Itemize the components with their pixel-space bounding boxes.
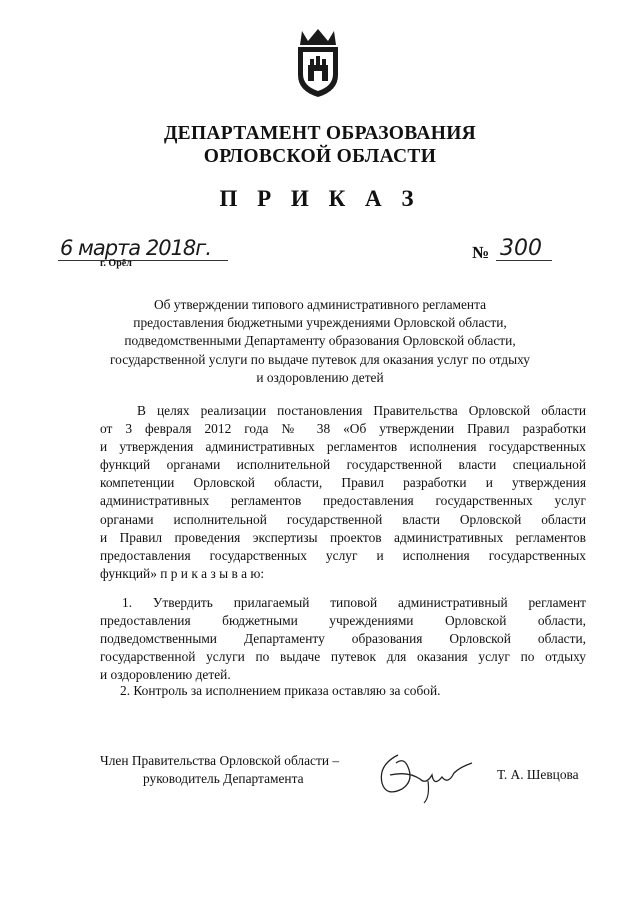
paragraph-line: предоставления государственных услуг и исполнения государственных <box>100 547 586 563</box>
item-2-paragraph: 2. Контроль за исполнением приказа оставляю за собой. <box>120 683 441 698</box>
paragraph-line: административных регламентов предоставления государственных услуг <box>100 493 586 509</box>
handwritten-signature <box>368 745 488 805</box>
paragraph-line: подведомственными Департаменту образования Орловской области, <box>100 631 586 647</box>
signatory-name: Т. А. Шевцова <box>497 767 579 782</box>
paragraph-line: от 3 февраля 2012 года № 38 «Об утверждении Правил разработки <box>100 421 586 437</box>
paragraph-line: и Правил проведения экспертизы проектов административных регламентов <box>100 529 586 545</box>
order-number-label: № <box>472 243 490 262</box>
number-underline <box>496 260 552 261</box>
paragraph-line: и утверждения административных регламентов исполнения государственных <box>100 439 586 455</box>
city-label: г. Орёл <box>100 258 132 269</box>
paragraph-line: функций органами исполнительной государственной власти специальной <box>100 457 586 473</box>
signatory-title-line-1: Член Правительства Орловской области – <box>100 753 340 768</box>
subject-line: государственной услуги по выдаче путевок для оказания услуг по отдыху <box>110 351 530 367</box>
organization-name-line-1: ДЕПАРТАМЕНТ ОБРАЗОВАНИЯ <box>163 123 477 144</box>
paragraph-line: государственной услуги по выдаче путевок для оказания услуг по отдыху <box>100 649 586 665</box>
paragraph-line: органами исполнительной государственной власти Орловской области <box>100 511 586 527</box>
signatory-title-line-2: руководитель Департамента <box>143 771 304 786</box>
handwritten-date: 6 марта 2018г. <box>60 236 212 260</box>
paragraph-line: компетенции Орловской области, Правил разработки и утверждения <box>100 475 586 491</box>
subject-line: и оздоровлению детей <box>256 369 384 385</box>
paragraph-line: и оздоровлению детей. <box>100 667 231 683</box>
paragraph-line: В целях реализации постановления Правительства Орловской области <box>137 403 586 418</box>
order-subject <box>100 296 540 387</box>
paragraph-line: 1. Утвердить прилагаемый типовой административный регламент <box>122 595 586 610</box>
paragraph-line: предоставления бюджетными учреждениями Орловской области, <box>100 613 586 629</box>
coat-of-arms-emblem <box>294 27 342 99</box>
subject-line: подведомственными Департаменту образования Орловской области, <box>124 333 516 349</box>
paragraph-line: функций» п р и к а з ы в а ю: <box>100 565 265 581</box>
subject-line: Об утверждении типового административного регламента <box>153 297 487 312</box>
preamble-paragraph <box>100 402 586 583</box>
document-type-title: П Р И К А З <box>219 186 421 211</box>
organization-name-line-2: ОРЛОВСКОЙ ОБЛАСТИ <box>203 146 437 167</box>
item-1-paragraph <box>100 594 586 684</box>
date-underline <box>58 260 228 261</box>
subject-line: предоставления бюджетными учреждениями Орловской области, <box>133 315 507 331</box>
handwritten-order-number: 300 <box>500 236 542 261</box>
